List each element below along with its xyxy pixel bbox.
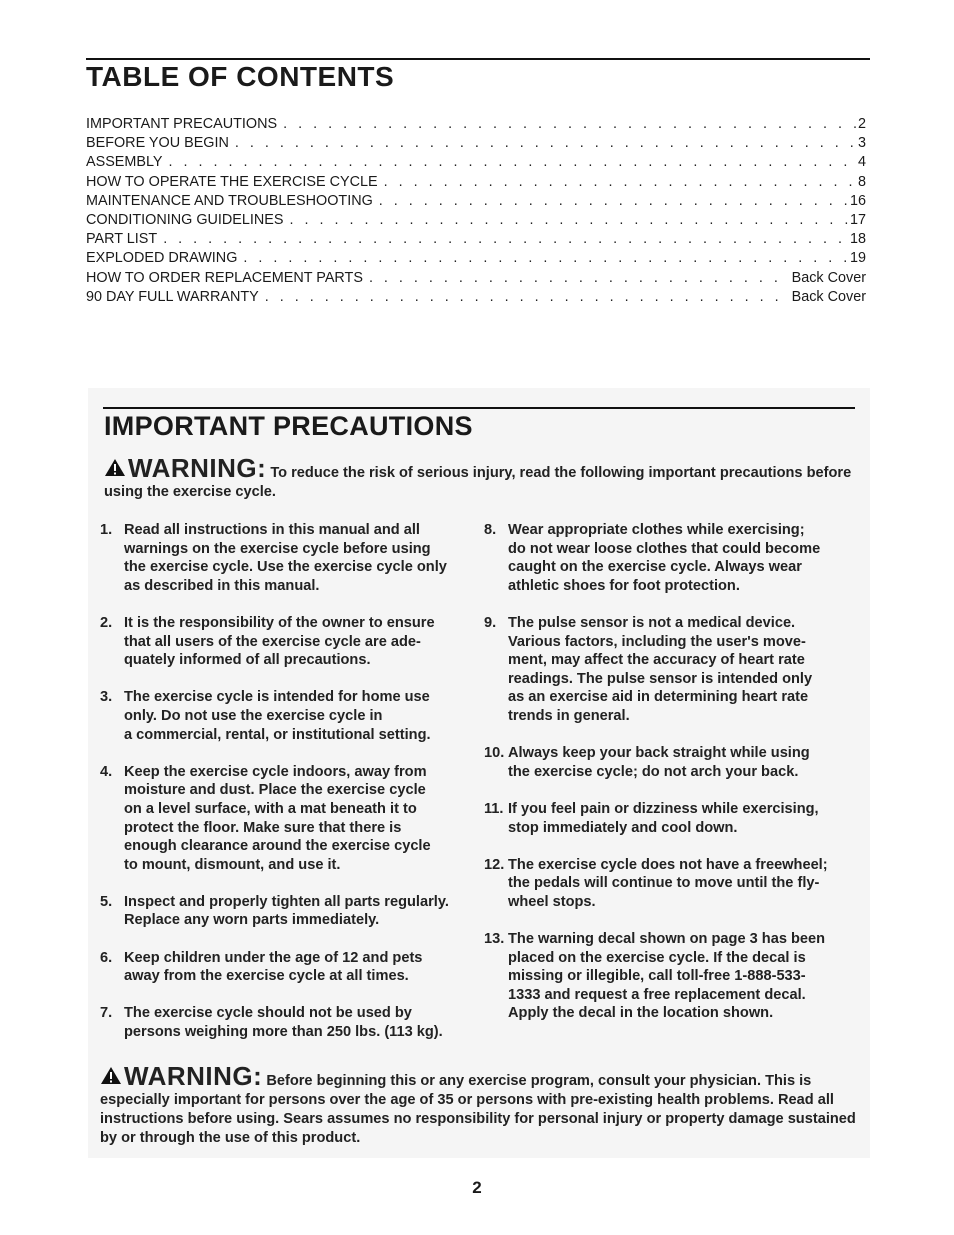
- toc-entry-label: HOW TO ORDER REPLACEMENT PARTS: [86, 269, 363, 286]
- precaution-item: [484, 800, 860, 837]
- precaution-number: 3.: [100, 689, 113, 706]
- toc-entry: [86, 249, 866, 268]
- precaution-number: 4.: [100, 763, 113, 780]
- toc-entry: [86, 230, 866, 249]
- warning-intro: [104, 453, 856, 502]
- toc-entry: [86, 211, 866, 230]
- toc-entry-label: CONDITIONING GUIDELINES: [86, 211, 284, 228]
- toc-title: TABLE OF CONTENTS: [86, 61, 395, 92]
- toc-leader-dots: [243, 249, 848, 268]
- precaution-number: 6.: [100, 949, 113, 966]
- precaution-text: Keep children under the age of 12 and pets away from the exercise cycle at all times.: [124, 949, 423, 985]
- toc-leader-dots: [283, 115, 856, 134]
- warning-triangle-icon: [100, 1066, 122, 1091]
- toc-entry-label: IMPORTANT PRECAUTIONS: [86, 116, 278, 132]
- precaution-number: 9.: [484, 614, 497, 631]
- precaution-item: [484, 614, 860, 726]
- warning-text: Before beginning this or any exercise program, consult your physician. This is especially important for persons over the age of 35 or persons with pre-existing health problems. Read all instructions before using. Sears assumes no responsibility for personal injury or property damage sustained by or through the use of this product.: [100, 1073, 856, 1146]
- precaution-number: 11.: [484, 800, 504, 817]
- toc-leader-dots: [290, 211, 848, 230]
- warning-label: WARNING:: [124, 1061, 263, 1091]
- precaution-number: 1.: [100, 522, 113, 538]
- warning-physician: [100, 1061, 856, 1148]
- precaution-number: 8.: [484, 522, 497, 538]
- toc-entry-label: HOW TO OPERATE THE EXERCISE CYCLE: [86, 173, 378, 190]
- toc-leader-dots: [379, 192, 848, 211]
- precaution-text: Read all instructions in this manual and all warnings on the exercise cycle before using the exercise cycle. Use the exercise cycle only as described in this manual.: [124, 522, 447, 594]
- toc-leader-dots: [369, 269, 790, 288]
- precaution-item: [100, 949, 472, 986]
- precaution-item: [484, 521, 860, 595]
- precaution-number: 5.: [100, 893, 113, 910]
- toc-entry: [86, 115, 866, 134]
- toc-entry-label: BEFORE YOU BEGIN: [86, 135, 229, 152]
- precaution-item: [100, 763, 472, 875]
- toc-leader-dots: [384, 173, 856, 192]
- precaution-number: 12.: [484, 856, 505, 873]
- precaution-number: 7.: [100, 1005, 113, 1022]
- precaution-item: [100, 893, 472, 930]
- toc-entry-page: 8: [857, 173, 866, 190]
- toc-entry: [86, 173, 866, 192]
- toc-entry: [86, 192, 866, 211]
- warning-text: To reduce the risk of serious injury, read the following important precautions before using the exercise cycle.: [104, 465, 852, 500]
- toc-entry-page: Back Cover: [791, 269, 866, 286]
- precaution-text: Inspect and properly tighten all parts regularly. Replace any worn parts immediately.: [124, 893, 449, 929]
- toc-leader-dots: [163, 230, 848, 249]
- toc-entry: [86, 288, 866, 307]
- precaution-text: If you feel pain or dizziness while exercising, stop immediately and cool down.: [508, 800, 819, 836]
- precaution-text: The warning decal shown on page 3 has been placed on the exercise cycle. If the decal is missing or illegible, call toll-free 1-888-533- 1333 and request a free replacement decal. Apply the decal in the location shown.: [508, 931, 826, 1022]
- precaution-text: The exercise cycle does not have a freewheel; the pedals will continue to move until the fly- wheel stops.: [508, 856, 828, 910]
- precaution-text: The pulse sensor is not a medical device. Various factors, including the user's move- ment, may affect the accuracy of heart rate readings. The pulse sensor is intended only as an exercise aid in determining heart rate trends in general.: [508, 614, 813, 724]
- warning-triangle-icon: [104, 458, 126, 483]
- toc-leader-dots: [169, 153, 856, 172]
- toc-entry: [86, 134, 866, 153]
- precaution-number: 2.: [100, 614, 113, 631]
- toc-entry-label: EXPLODED DRAWING: [86, 250, 238, 267]
- precaution-number: 10.: [484, 745, 505, 762]
- precaution-text: The exercise cycle is intended for home use only. Do not use the exercise cycle in a commercial, rental, or institutional setting.: [124, 689, 431, 743]
- toc-entry-page: 4: [857, 154, 866, 171]
- precautions-title: IMPORTANT PRECAUTIONS: [104, 411, 473, 441]
- toc-leader-dots: [265, 288, 790, 307]
- toc-entry-label: MAINTENANCE AND TROUBLESHOOTING: [86, 192, 373, 209]
- toc-entry-label: PART LIST: [86, 231, 158, 248]
- precaution-text: Always keep your back straight while using the exercise cycle; do not arch your back.: [508, 745, 810, 780]
- precaution-item: [484, 744, 860, 781]
- toc-entry-page: 16: [849, 192, 866, 209]
- precaution-item: [100, 1004, 472, 1041]
- precaution-item: [100, 521, 472, 595]
- precaution-item: [100, 688, 472, 744]
- toc-entry-label: ASSEMBLY: [86, 154, 163, 171]
- toc-entry-page: Back Cover: [791, 288, 866, 305]
- toc-entry: [86, 153, 866, 172]
- page-number: 2: [472, 1178, 482, 1197]
- precaution-text: Wear appropriate clothes while exercising; do not wear loose clothes that could become caught on the exercise cycle. Always wear athletic shoes for foot protection.: [508, 522, 821, 594]
- warning-label: WARNING:: [128, 453, 267, 483]
- precaution-text: It is the responsibility of the owner to ensure that all users of the exercise cycle are ade- quately informed of all precautions.: [124, 614, 435, 669]
- toc-entry-page: 3: [857, 135, 866, 152]
- toc-entry: [86, 269, 866, 288]
- precaution-text: The exercise cycle should not be used by persons weighing more than 250 lbs. (113 kg).: [124, 1005, 443, 1041]
- toc-entry-label: 90 DAY FULL WARRANTY: [86, 288, 259, 305]
- precaution-item: [484, 930, 860, 1023]
- toc-list: [86, 115, 866, 307]
- precaution-number: 13.: [484, 931, 505, 948]
- precaution-item: [100, 614, 472, 670]
- toc-entry-page: 18: [849, 231, 866, 248]
- precautions-right-column: [484, 521, 860, 1042]
- toc-entry-page: 19: [849, 250, 866, 267]
- precaution-text: Keep the exercise cycle indoors, away from moisture and dust. Place the exercise cycle on a level surface, with a mat beneath it to protect the floor. Make sure that there is enough clearance around the exercise cycle to mount, dismount, and use it.: [124, 763, 431, 873]
- toc-entry-page: 2: [857, 116, 866, 132]
- toc-entry-page: 17: [849, 211, 866, 228]
- precaution-item: [484, 856, 860, 912]
- toc-leader-dots: [235, 134, 856, 153]
- precautions-left-column: [100, 521, 472, 1060]
